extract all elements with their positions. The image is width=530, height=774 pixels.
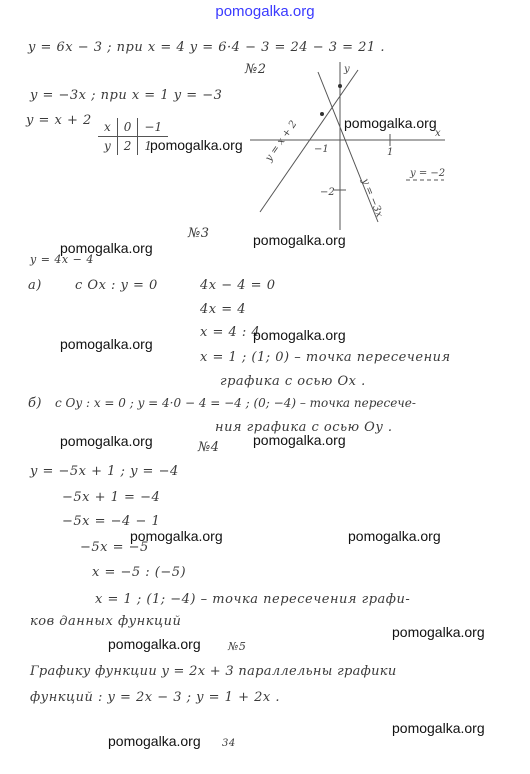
watermark[interactable]: pomogalka.org	[253, 232, 346, 248]
task4-line3: −5x = −4 − 1	[62, 514, 161, 529]
task3-line0: y = 4x − 4	[30, 253, 94, 266]
table-cell: y	[104, 139, 111, 153]
task3-a-line1: с Ox : y = 0	[75, 278, 158, 293]
watermark[interactable]: pomogalka.org	[392, 624, 485, 640]
tick-label-neg2: −2	[320, 187, 335, 198]
task5-line1: Графику функции y = 2x + 3 параллельны графики	[30, 664, 397, 679]
task3-a-calc4: x = 1 ; (1; 0) – точка пересечения	[200, 350, 451, 365]
watermark[interactable]: pomogalka.org	[60, 433, 153, 449]
watermark[interactable]: pomogalka.org	[130, 528, 223, 544]
task4-line5: x = −5 : (−5)	[92, 565, 187, 580]
task3-b-label: б)	[28, 396, 43, 411]
x-axis-label: x	[435, 128, 441, 139]
watermark[interactable]: pomogalka.org	[348, 528, 441, 544]
table-cell: −1	[138, 118, 168, 137]
site-header[interactable]: pomogalka.org	[215, 3, 315, 20]
task4-line1: y = −5x + 1 ; y = −4	[30, 464, 179, 479]
task3-number: №3	[188, 226, 210, 241]
task4-line7: ков данных функций	[30, 614, 182, 629]
task3-a-label: а)	[28, 278, 42, 293]
task4-line2: −5x + 1 = −4	[62, 490, 161, 505]
task2-number: №2	[245, 62, 267, 77]
task3-a-calc3: x = 4 : 4	[200, 325, 261, 340]
watermark[interactable]: pomogalka.org	[108, 733, 201, 749]
task4-line4: −5x = −5	[80, 540, 149, 555]
y-axis-label: y	[344, 64, 350, 75]
tick-label-1: 1	[387, 147, 394, 158]
task3-a-calc5: графика с осью Ox .	[220, 374, 366, 389]
watermark[interactable]: pomogalka.org	[60, 336, 153, 352]
page-number: 34	[222, 738, 236, 749]
task4-number: №4	[198, 440, 220, 455]
watermark[interactable]: pomogalka.org	[253, 327, 346, 343]
task3-a-calc2: 4x = 4	[200, 302, 247, 317]
task5-number: №5	[228, 640, 247, 653]
table-cell: 1	[138, 137, 168, 156]
task1-line: y = 6x − 3 ; при x = 4 y = 6·4 − 3 = 24 − 3 = 21 .	[28, 40, 385, 55]
label-y-neg-2: y = −2	[410, 168, 446, 179]
watermark[interactable]: pomogalka.org	[392, 720, 485, 736]
watermark[interactable]: pomogalka.org	[253, 432, 346, 448]
task2-line2: y = x + 2	[26, 113, 92, 128]
tick-label-neg1: −1	[314, 144, 329, 155]
task5-line2: функций : y = 2x − 3 ; y = 1 + 2x .	[30, 690, 280, 705]
table-row	[98, 118, 168, 137]
function-graph	[230, 62, 450, 232]
table-cell: x	[98, 118, 117, 137]
task3-a-calc1: 4x − 4 = 0	[200, 278, 276, 293]
label-y-neg-3x: y = −3x	[359, 177, 385, 219]
watermark[interactable]: pomogalka.org	[150, 137, 243, 153]
watermark[interactable]: pomogalka.org	[60, 240, 153, 256]
table-cell: 2	[117, 137, 138, 156]
graph-point	[338, 84, 342, 88]
table-cell: 0	[117, 118, 138, 137]
graph-point	[320, 112, 324, 116]
label-y-eq-x-plus-2: y = x + 2	[263, 118, 300, 164]
task4-line6: x = 1 ; (1; −4) – точка пересечения графи-	[95, 592, 411, 607]
watermark[interactable]: pomogalka.org	[344, 115, 437, 131]
watermark[interactable]: pomogalka.org	[108, 636, 201, 652]
task2-line1: y = −3x ; при x = 1 y = −3	[30, 88, 223, 103]
task3-b-line1: с Oy : x = 0 ; y = 4·0 − 4 = −4 ; (0; −4) – точка пересече-	[55, 396, 416, 410]
task3-b-line2: ния графика с осью Oy .	[215, 420, 393, 435]
